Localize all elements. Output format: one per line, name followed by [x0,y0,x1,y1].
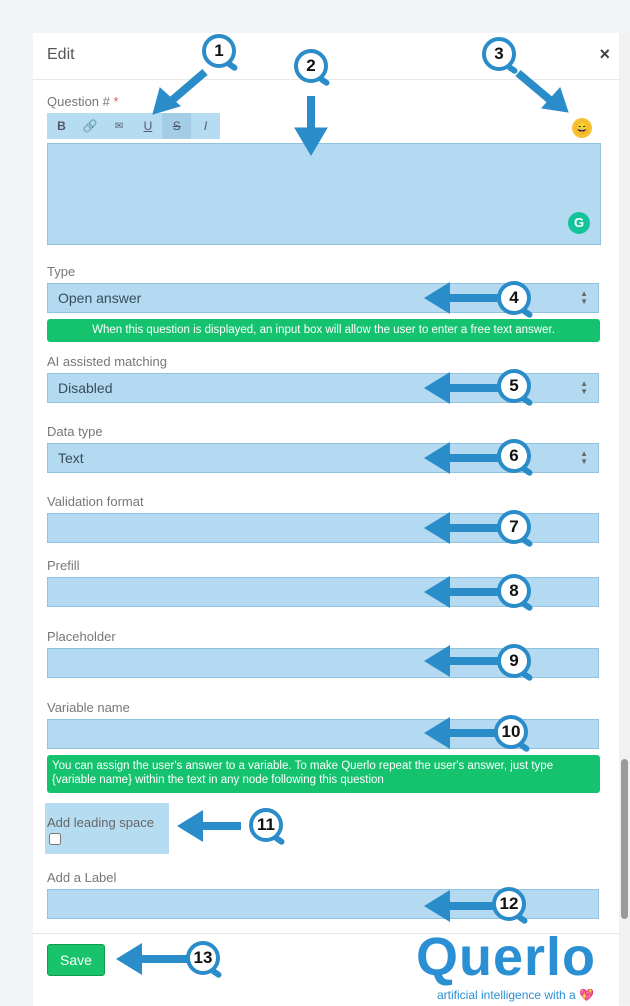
annotation-badge-12: 12 [492,887,526,921]
save-button[interactable]: Save [47,944,105,976]
type-select-value: Open answer [58,290,142,306]
validation-label: Validation format [47,494,144,509]
dialog-title: Edit [47,46,75,63]
annotation-arrow-3 [518,73,550,100]
annotation-badge-3: 3 [482,37,516,71]
annotation-arrow-1 [170,72,205,102]
annotation-badge-5: 5 [497,369,531,403]
variable-notice: You can assign the user's answer to a variable. To make Querlo repeat the user's answer, just type {variable name} within the text in any node following this question [47,755,600,793]
variable-label: Variable name [47,700,130,715]
select-caret-icon: ▲ ▼ [580,379,588,396]
annotation-badge-6: 6 [497,439,531,473]
data-type-label: Data type [47,424,103,439]
annotation-badge-11: 11 [249,808,283,842]
grammarly-icon[interactable]: G [568,212,590,234]
annotation-badge-10: 10 [494,715,528,749]
ai-matching-value: Disabled [58,380,113,396]
data-type-value: Text [58,450,84,466]
select-caret-icon: ▲ ▼ [580,449,588,466]
annotation-badge-7: 7 [497,510,531,544]
underline-button[interactable]: U [143,119,153,133]
annotation-badge-9: 9 [497,644,531,678]
link-icon[interactable]: 🔗 [82,119,98,133]
annotation-badge-13: 13 [186,941,220,975]
select-caret-icon: ▲ ▼ [580,289,588,306]
strikethrough-button[interactable]: S [162,113,191,139]
bold-button[interactable]: B [57,119,66,133]
type-notice: When this question is displayed, an input box will allow the user to enter a free text answer. [47,319,600,342]
italic-button[interactable]: I [203,119,208,133]
required-mark: * [113,94,119,109]
annotation-arrowhead-2 [295,128,327,155]
annotation-badge-4: 4 [497,281,531,315]
prefill-label: Prefill [47,558,80,573]
tagline-text: artificial intelligence with a [437,988,576,1002]
placeholder-label: Placeholder [47,629,116,644]
heart-icon: 💖 [579,988,595,1002]
emoji-picker-icon[interactable]: 😄 [572,118,592,138]
add-label-label: Add a Label [47,870,117,885]
annotation-badge-1: 1 [202,34,236,68]
annotation-badge-2: 2 [294,49,328,83]
close-icon[interactable]: × [599,44,610,64]
mail-icon[interactable]: ✉ [114,120,124,132]
type-label: Type [47,264,76,279]
ai-matching-label: AI assisted matching [47,354,167,369]
querlo-logo: Querlo [416,927,597,987]
leading-space-label: Add leading space [47,815,154,830]
question-label-text: Question # [47,94,110,109]
annotation-badge-8: 8 [497,574,531,608]
